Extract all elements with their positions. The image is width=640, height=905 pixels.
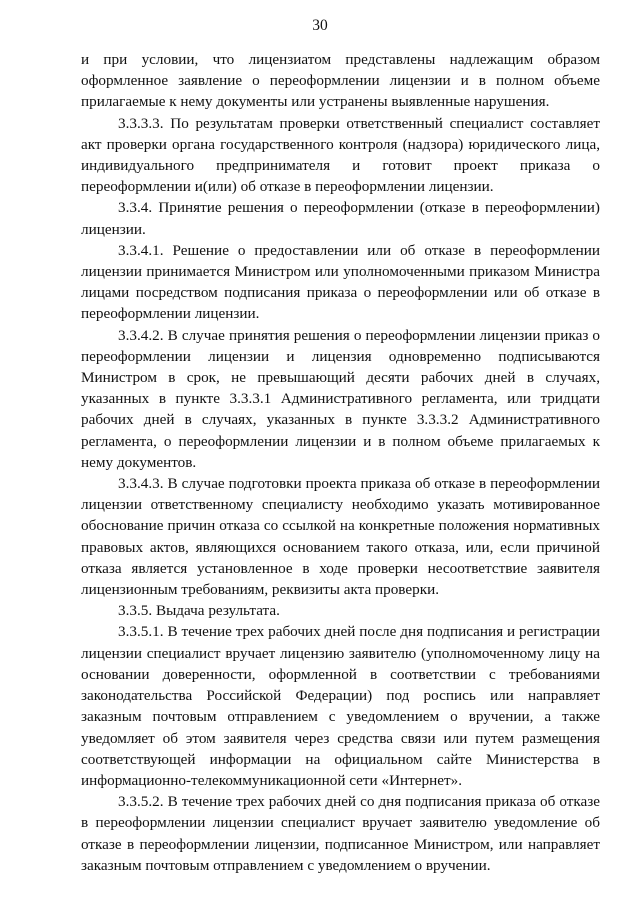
paragraph-3-3-4: 3.3.4. Принятие решения о переоформлении (отказе в переоформлении) лицензии.: [81, 199, 600, 238]
paragraph-continuation: и при условии, что лицензиатом представлены надлежащим образом оформленное заявление о переоформлении лицензии и в полном объеме прилагаемые к нему документы или устранены выявленные нарушения.: [81, 51, 600, 111]
paragraph-3-3-3-3: 3.3.3.3. По результатам проверки ответственный специалист составляет акт проверки органа государственного контроля (надзора) юридического лица, индивидуального предпринимателя и готовит проект приказа о переоформлении и(или) об отказе в переоформлении лицензии.: [81, 114, 600, 196]
paragraph-3-3-5: 3.3.5. Выдача результата.: [118, 602, 280, 620]
paragraph-3-3-5-1: 3.3.5.1. В течение трех рабочих дней после дня подписания и регистрации лицензии специалист вручает лицензию заявителю (уполномоченному лицу на основании доверенности, оформленной в соответствии с требованиями законодательства Российской Федерации) под роспись или направляет заказным почтовым отправлением с уведомлением о вручении, а также уведомляет об этом заявителя через средства связи или путем размещения соответствующей информации на официальном сайте Министерства в информационно-телекоммуникационной сети «Интернет».: [81, 623, 600, 789]
paragraph-3-3-4-3: 3.3.4.3. В случае подготовки проекта приказа об отказе в переоформлении лицензии ответственному специалисту необходимо указать мотивированное обоснование причин отказа со ссылкой на конкретные положения нормативных правовых актов, являющихся основанием такого отказа, или, если причиной отказа является установленное в ходе проверки несоответствие заявителя лицензионным требованиям, реквизиты акта проверки.: [81, 475, 600, 599]
paragraph-3-3-4-2: 3.3.4.2. В случае принятия решения о переоформлении лицензии приказ о переоформлении лицензии и лицензия одновременно подписываются Министром в срок, не превышающий десяти рабочих дней в случаях, указанных в пункте 3.3.3.1 Административного регламента, или тридцати рабочих дней в случаях, указанных в пункте 3.3.3.2 Административного регламента, о переоформлении лицензии и в полном объеме прилагаемых к нему документов.: [81, 326, 600, 471]
page-number: 30: [312, 17, 328, 34]
paragraph-3-3-5-2: 3.3.5.2. В течение трех рабочих дней со дня подписания приказа об отказе в переоформлении лицензии специалист вручает заявителю уведомление об отказе в переоформлении лицензии, подписанное Министром, или направляет заказным почтовым отправлением с уведомлением о вручении.: [81, 793, 600, 874]
paragraph-3-3-4-1: 3.3.4.1. Решение о предоставлении или об отказе в переоформлении лицензии принимается Министром или уполномоченными приказом Министра лицами посредством подписания приказа о переоформлении или об отказе в переоформлении лицензии.: [81, 241, 600, 323]
document-body: [81, 49, 600, 876]
